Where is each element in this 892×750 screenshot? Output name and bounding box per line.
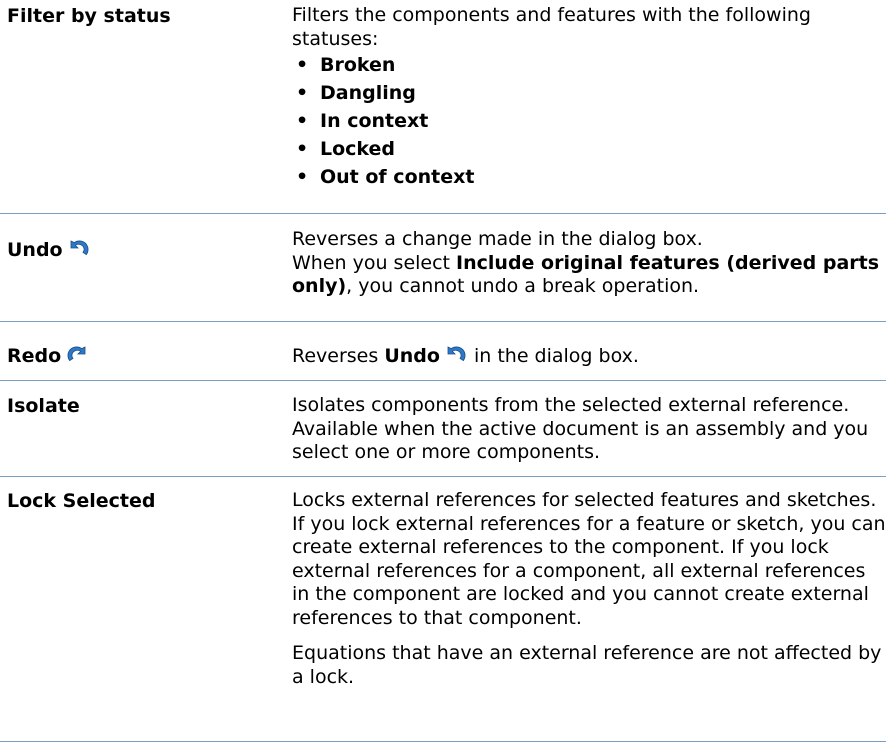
undo-option-name: Include original features (derived parts only) <box>292 251 880 297</box>
redo-post: in the dialog box. <box>467 345 639 367</box>
term-redo <box>0 344 292 380</box>
redo-icon <box>65 344 89 364</box>
term-undo-label: Undo <box>7 239 63 261</box>
status-item-in-context: • In context <box>320 107 886 135</box>
term-lock-selected: Lock Selected <box>7 490 156 512</box>
term-filter-by-status: Filter by status <box>7 5 171 27</box>
desc-redo <box>292 344 886 380</box>
undo-line-1: Reverses a change made in the dialog box. <box>292 228 703 250</box>
lock-para-3: Equations that have an external reference are not affected by a lock. <box>292 642 882 688</box>
status-item-locked: • Locked <box>320 135 886 163</box>
undo-icon <box>444 344 468 364</box>
row-lock-selected <box>0 477 886 742</box>
row-filter-by-status <box>0 0 886 214</box>
undo-line-2 <box>292 252 886 299</box>
redo-line <box>292 344 886 369</box>
row-undo <box>0 214 886 322</box>
status-item-out-of-context: • Out of context <box>320 163 886 191</box>
term-redo-label: Redo <box>7 345 62 367</box>
desc-isolate <box>292 394 886 476</box>
desc-undo <box>292 228 886 321</box>
row-redo <box>0 322 886 381</box>
term-undo <box>0 228 292 321</box>
desc-filter-by-status <box>292 4 886 213</box>
row-isolate <box>0 381 886 477</box>
undo-icon <box>67 238 91 258</box>
filter-intro: Filters the components and features with the following statuses: <box>292 4 811 50</box>
undo-line-2-pre: When you select <box>292 251 457 274</box>
term-isolate: Isolate <box>7 395 80 417</box>
status-item-broken: • Broken <box>320 51 886 79</box>
undo-line-2-post: , you cannot undo a break operation. <box>346 275 700 297</box>
status-list <box>292 51 886 191</box>
redo-pre: Reverses <box>292 345 385 367</box>
redo-undo-ref: Undo <box>384 345 440 367</box>
lock-para-1: Locks external references for selected features and sketches. <box>292 489 877 511</box>
isolate-text: Isolates components from the selected external reference. Available when the active document is an assembly and you select one or more components. <box>292 394 869 463</box>
desc-lock-selected <box>292 489 886 741</box>
lock-para-2: If you lock external references for a feature or sketch, you can create external references to the component. If you lock external references for a component, all external references in the component are locked and you cannot create external references to that component. <box>292 512 886 629</box>
status-item-dangling: • Dangling <box>320 79 886 107</box>
